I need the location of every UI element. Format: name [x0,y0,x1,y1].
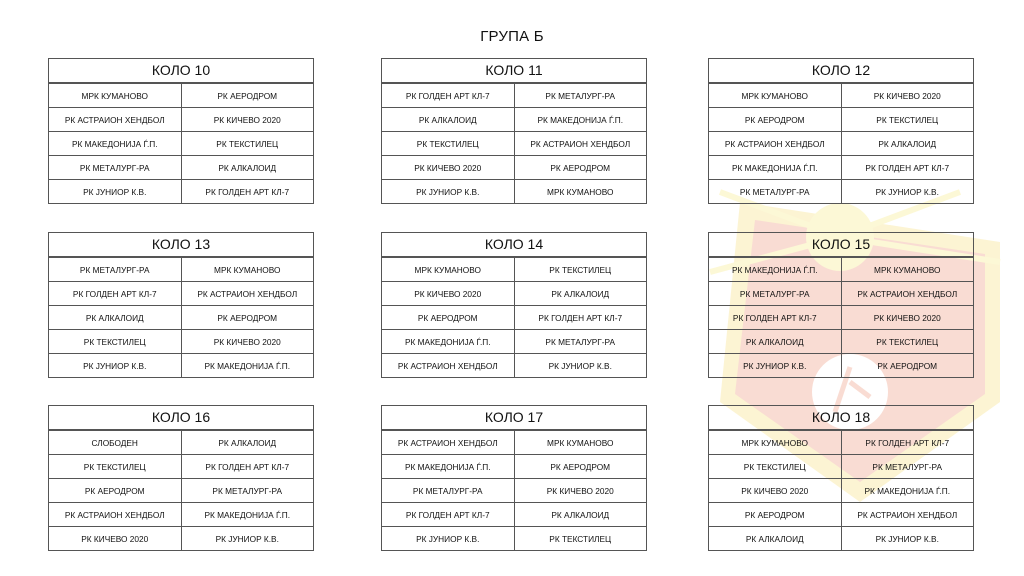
home-team: РК АЛКАЛОИД [418,114,477,125]
away-team: РК МАКЕДОНИЈА Ѓ.П. [181,354,314,377]
home-team: РК МАКЕДОНИЈА Ѓ.П. [404,336,491,347]
home-team: РК МАКЕДОНИЈА Ѓ.П. [731,162,818,173]
away-team: РК МЕТАЛУРГ-РА [841,455,974,478]
home-team: РК МЕТАЛУРГ-РА [79,162,150,173]
match-row [382,353,646,377]
home-team: РК МАКЕДОНИЈА Ѓ.П. [404,461,491,472]
away-team: РК ТЕКСТИЛЕЦ [514,258,647,281]
home-team: МРК КУМАНОВО [414,264,481,275]
away-team: РК МЕТАЛУРГ-РА [181,479,314,502]
match-row [709,257,973,281]
away-team: РК АЛКАЛОИД [514,282,647,305]
home-team: РК ТЕКСТИЛЕЦ [83,461,146,472]
page-title: ГРУПА Б [480,28,544,45]
away-team: РК АСТРАИОН ХЕНДБОЛ [841,503,974,526]
home-team: РК МЕТАЛУРГ-РА [739,186,810,197]
match-row [49,281,313,305]
away-team: МРК КУМАНОВО [841,258,974,281]
match-row [49,430,313,454]
home-team: РК КИЧЕВО 2020 [414,162,482,173]
home-team: РК ТЕКСТИЛЕЦ [416,138,479,149]
away-team: РК МЕТАЛУРГ-РА [514,84,647,107]
round-table [48,405,314,551]
home-team: РК МАКЕДОНИЈА Ѓ.П. [71,138,158,149]
round-title: КОЛО 12 [709,59,973,83]
away-team: РК АСТРАИОН ХЕНДБОЛ [181,282,314,305]
away-team: РК МАКЕДОНИЈА Ѓ.П. [841,479,974,502]
away-team: РК АЕРОДРОМ [181,84,314,107]
home-team: МРК КУМАНОВО [741,437,808,448]
home-team: РК ЈУНИОР К.В. [83,186,147,197]
match-row [382,430,646,454]
match-row [49,478,313,502]
away-team: РК ЈУНИОР К.В. [181,527,314,550]
home-team: РК АСТРАИОН ХЕНДБОЛ [64,509,165,520]
match-row [382,155,646,179]
away-team: РК МЕТАЛУРГ-РА [514,330,647,353]
match-row [49,454,313,478]
away-team: РК АЛКАЛОИД [181,431,314,454]
home-team: РК ГОЛДЕН АРТ КЛ-7 [72,288,157,299]
home-team: РК АЛКАЛОИД [745,336,804,347]
match-row [709,305,973,329]
home-team: РК ГОЛДЕН АРТ КЛ-7 [732,312,817,323]
match-row [709,155,973,179]
away-team: РК АСТРАИОН ХЕНДБОЛ [841,282,974,305]
round-table [708,58,974,204]
away-team: РК АЕРОДРОМ [514,156,647,179]
match-row [382,257,646,281]
home-team: РК АСТРАИОН ХЕНДБОЛ [724,138,825,149]
away-team: РК АЕРОДРОМ [841,354,974,377]
home-team: РК МЕТАЛУРГ-РА [739,288,810,299]
match-row [49,353,313,377]
away-team: РК ГОЛДЕН АРТ КЛ-7 [181,455,314,478]
match-row [49,107,313,131]
home-team: РК АЕРОДРОМ [84,485,145,496]
away-team: РК МАКЕДОНИЈА Ѓ.П. [181,503,314,526]
match-row [709,329,973,353]
home-team: РК МАКЕДОНИЈА Ѓ.П. [731,264,818,275]
away-team: МРК КУМАНОВО [181,258,314,281]
match-row [382,329,646,353]
away-team: РК ГОЛДЕН АРТ КЛ-7 [514,306,647,329]
home-team: РК КИЧЕВО 2020 [414,288,482,299]
home-team: РК ТЕКСТИЛЕЦ [83,336,146,347]
match-row [49,179,313,203]
match-row [709,179,973,203]
away-team: МРК КУМАНОВО [514,431,647,454]
away-team: РК КИЧЕВО 2020 [841,84,974,107]
away-team: РК ЈУНИОР К.В. [841,527,974,550]
away-team: РК ГОЛДЕН АРТ КЛ-7 [181,180,314,203]
match-row [382,83,646,107]
round-table [708,232,974,378]
round-title: КОЛО 13 [49,233,313,257]
away-team: МРК КУМАНОВО [514,180,647,203]
away-team: РК АЕРОДРОМ [514,455,647,478]
home-team: РК АСТРАИОН ХЕНДБОЛ [397,360,498,371]
home-team: РК ГОЛДЕН АРТ КЛ-7 [405,90,490,101]
match-row [49,305,313,329]
round-table [381,405,647,551]
home-team: РК МЕТАЛУРГ-РА [79,264,150,275]
away-team: РК ТЕКСТИЛЕЦ [841,330,974,353]
match-row [709,430,973,454]
match-row [709,281,973,305]
away-team: РК АЛКАЛОИД [514,503,647,526]
match-row [382,305,646,329]
away-team: РК КИЧЕВО 2020 [181,108,314,131]
home-team: РК АСТРАИОН ХЕНДБОЛ [64,114,165,125]
match-row [49,131,313,155]
match-row [49,257,313,281]
home-team: РК АСТРАИОН ХЕНДБОЛ [397,437,498,448]
match-row [709,83,973,107]
home-team: МРК КУМАНОВО [81,90,148,101]
round-title: КОЛО 11 [382,59,646,83]
match-row [382,502,646,526]
away-team: РК ТЕКСТИЛЕЦ [841,108,974,131]
match-row [709,526,973,550]
round-table [48,232,314,378]
away-team: РК КИЧЕВО 2020 [841,306,974,329]
match-row [709,353,973,377]
away-team: РК АЛКАЛОИД [181,156,314,179]
away-team: РК АЛКАЛОИД [841,132,974,155]
round-title: КОЛО 16 [49,406,313,430]
round-table [48,58,314,204]
home-team: РК ТЕКСТИЛЕЦ [743,461,806,472]
away-team: РК АЕРОДРОМ [181,306,314,329]
home-team: РК МЕТАЛУРГ-РА [412,485,483,496]
away-team: РК ГОЛДЕН АРТ КЛ-7 [841,431,974,454]
home-team: РК АЕРОДРОМ [417,312,478,323]
match-row [382,281,646,305]
away-team: РК ТЕКСТИЛЕЦ [514,527,647,550]
match-row [709,502,973,526]
home-team: РК АЕРОДРОМ [744,509,805,520]
match-row [709,478,973,502]
home-team: РК ГОЛДЕН АРТ КЛ-7 [405,509,490,520]
match-row [382,107,646,131]
match-row [49,526,313,550]
away-team: РК ТЕКСТИЛЕЦ [181,132,314,155]
home-team: СЛОБОДЕН [91,437,138,448]
round-table [381,232,647,378]
home-team: РК КИЧЕВО 2020 [741,485,809,496]
match-row [49,329,313,353]
home-team: РК ЈУНИОР К.В. [83,360,147,371]
home-team: РК АЛКАЛОИД [745,533,804,544]
round-title: КОЛО 15 [709,233,973,257]
match-row [709,131,973,155]
away-team: РК КИЧЕВО 2020 [514,479,647,502]
round-table [381,58,647,204]
match-row [49,502,313,526]
away-team: РК ЈУНИОР К.В. [514,354,647,377]
home-team: РК ЈУНИОР К.В. [416,186,480,197]
home-team: РК ЈУНИОР К.В. [743,360,807,371]
away-team: РК АСТРАИОН ХЕНДБОЛ [514,132,647,155]
home-team: РК АЛКАЛОИД [85,312,144,323]
home-team: РК КИЧЕВО 2020 [81,533,149,544]
away-team: РК МАКЕДОНИЈА Ѓ.П. [514,108,647,131]
home-team: РК ЈУНИОР К.В. [416,533,480,544]
match-row [382,179,646,203]
match-row [382,454,646,478]
match-row [49,83,313,107]
home-team: МРК КУМАНОВО [741,90,808,101]
match-row [709,107,973,131]
round-title: КОЛО 14 [382,233,646,257]
away-team: РК КИЧЕВО 2020 [181,330,314,353]
match-row [709,454,973,478]
away-team: РК ГОЛДЕН АРТ КЛ-7 [841,156,974,179]
away-team: РК ЈУНИОР К.В. [841,180,974,203]
round-title: КОЛО 18 [709,406,973,430]
round-table [708,405,974,551]
match-row [49,155,313,179]
home-team: РК АЕРОДРОМ [744,114,805,125]
round-title: КОЛО 10 [49,59,313,83]
match-row [382,478,646,502]
match-row [382,131,646,155]
match-row [382,526,646,550]
round-title: КОЛО 17 [382,406,646,430]
